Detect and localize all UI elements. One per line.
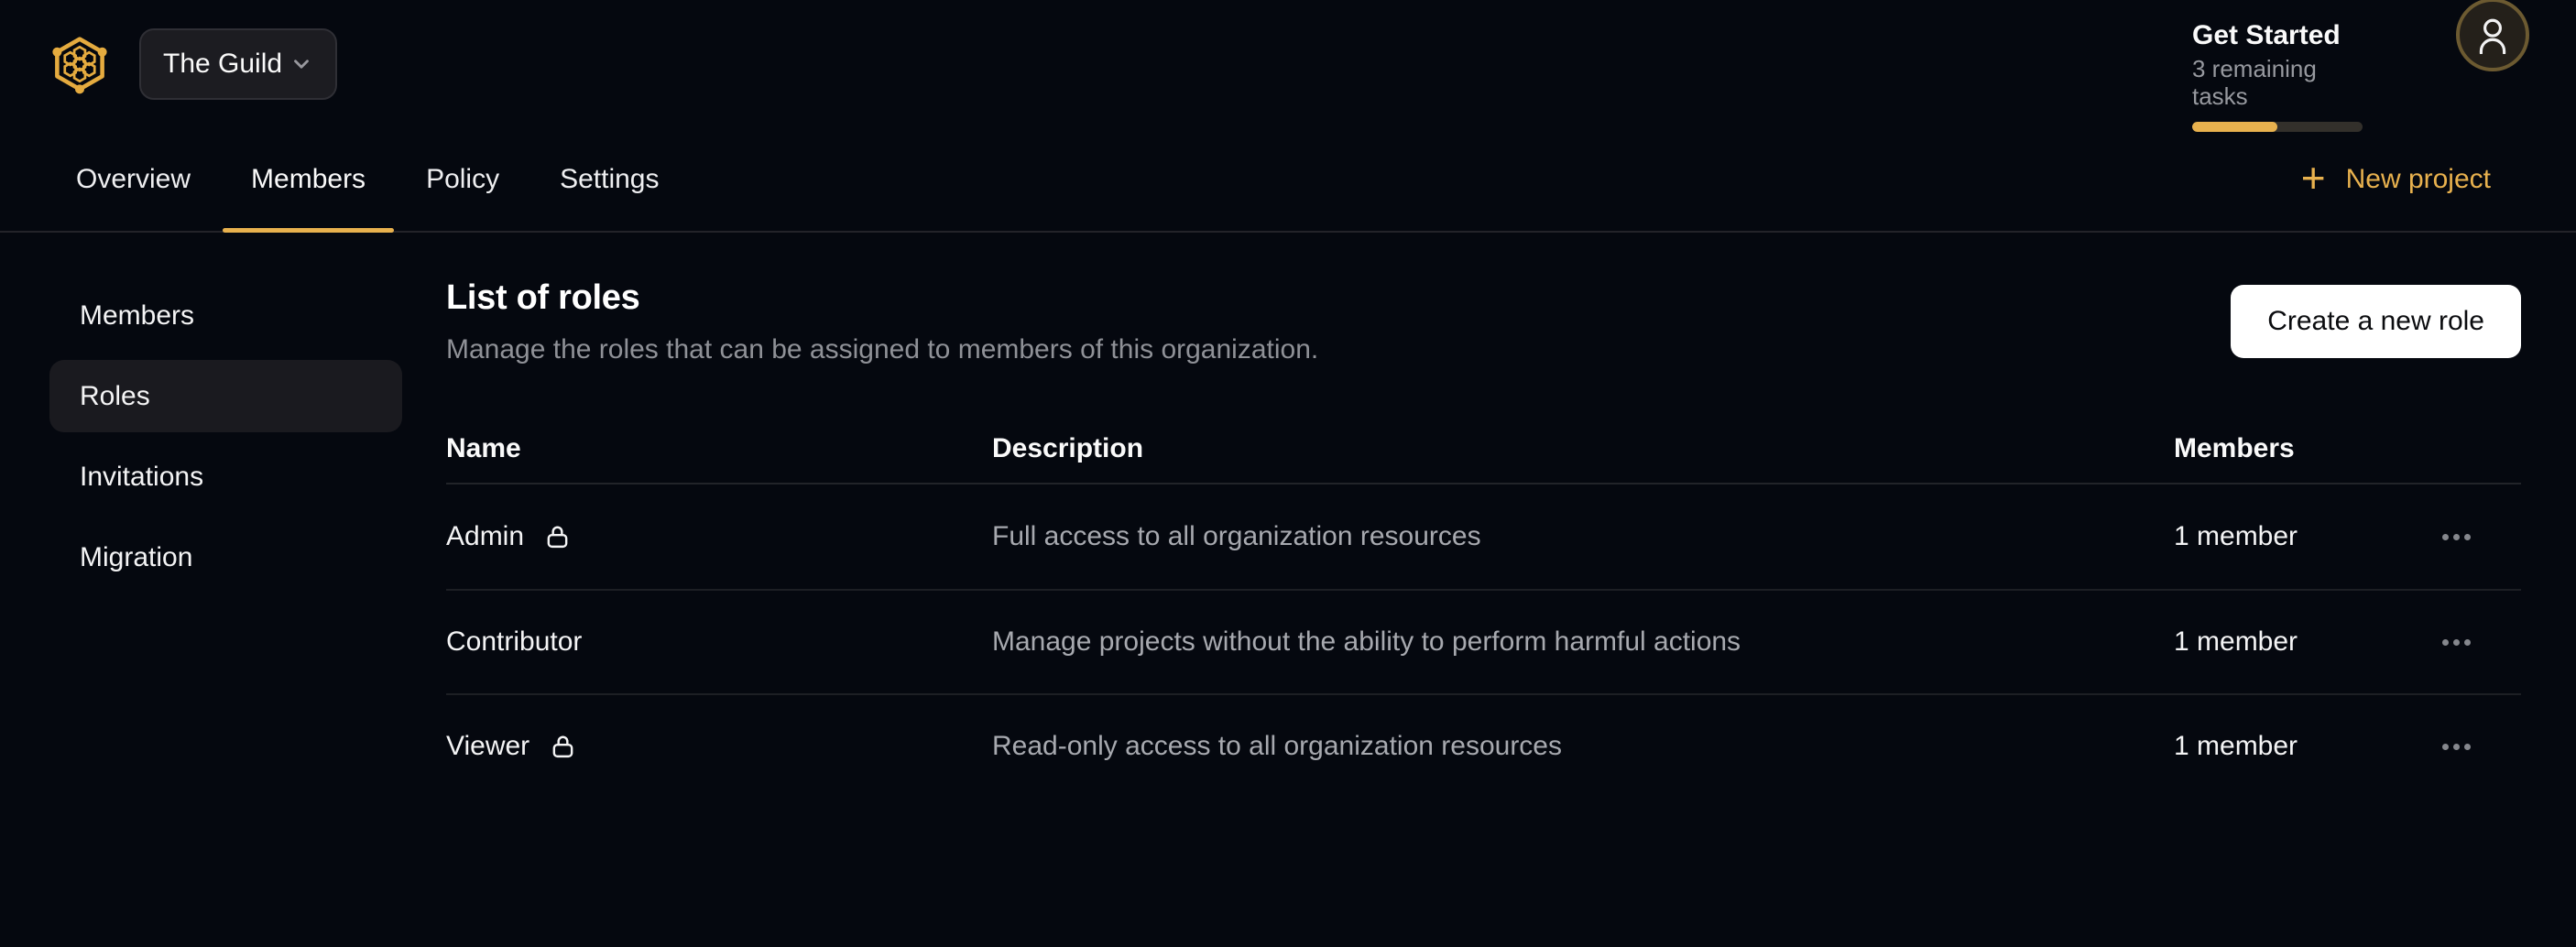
page-subtitle: Manage the roles that can be assigned to members of this organization.	[446, 334, 1319, 365]
role-name-cell	[446, 731, 992, 762]
role-description: Full access to all organization resources	[992, 521, 1481, 551]
sidebar-item[interactable]	[49, 360, 402, 432]
row-actions-menu-button[interactable]	[2437, 634, 2476, 651]
hive-logo-icon[interactable]	[51, 33, 108, 95]
new-project-label: New project	[2345, 164, 2491, 194]
plus-icon: +	[2300, 153, 2326, 201]
table-row	[446, 484, 2521, 589]
role-name: Contributor	[446, 626, 583, 657]
organization-name: The Guild	[163, 49, 283, 79]
role-actions-cell	[2394, 634, 2521, 651]
organization-selector[interactable]	[139, 28, 337, 100]
sidebar-item[interactable]	[49, 279, 402, 352]
tab-label: Members	[251, 164, 366, 194]
roles-table-body	[446, 484, 2521, 798]
header-right-group	[2192, 0, 2529, 132]
role-name-cell	[446, 521, 992, 552]
table-row	[446, 589, 2521, 693]
sidebar-item-label: Invitations	[80, 461, 204, 492]
column-header-name: Name	[446, 433, 521, 463]
roles-panel-header	[446, 278, 2521, 367]
org-tab[interactable]	[531, 128, 687, 231]
sidebar-item-label: Roles	[80, 380, 150, 411]
table-row	[446, 693, 2521, 798]
column-header-members: Members	[2174, 433, 2295, 463]
row-actions-menu-button[interactable]	[2437, 738, 2476, 756]
members-sidebar	[49, 279, 402, 602]
org-tab[interactable]	[398, 128, 528, 231]
column-header-description: Description	[992, 433, 1144, 463]
org-tab[interactable]	[223, 128, 394, 231]
top-header	[0, 0, 2576, 128]
get-started-title: Get Started	[2192, 20, 2341, 50]
roles-table	[446, 415, 2521, 798]
org-tabbar	[0, 128, 2576, 233]
role-name-cell	[446, 626, 992, 658]
get-started-widget[interactable]	[2192, 0, 2363, 132]
sidebar-item-label: Migration	[80, 541, 193, 572]
role-name: Admin	[446, 521, 525, 551]
row-actions-menu-button[interactable]	[2437, 528, 2476, 546]
org-tab[interactable]	[48, 128, 219, 231]
role-description: Read-only access to all organization resources	[992, 731, 1562, 761]
sidebar-item[interactable]	[49, 521, 402, 593]
role-members-count: 1 member	[2174, 626, 2298, 657]
role-members-count: 1 member	[2174, 731, 2298, 761]
page-title: List of roles	[446, 278, 640, 317]
role-members-count: 1 member	[2174, 521, 2298, 551]
tab-label: Policy	[426, 164, 500, 194]
role-actions-cell	[2394, 738, 2521, 756]
user-avatar-button[interactable]	[2456, 0, 2529, 71]
role-name: Viewer	[446, 731, 530, 761]
get-started-remaining-tasks: 3 remaining tasks	[2192, 55, 2317, 110]
sidebar-item[interactable]	[49, 441, 402, 513]
tab-label: Settings	[560, 164, 660, 194]
chevron-down-icon	[289, 52, 313, 76]
roles-panel	[446, 278, 2521, 798]
lock-icon	[550, 733, 576, 760]
role-description: Manage projects without the ability to perform harmful actions	[992, 626, 1741, 657]
new-project-button[interactable]	[2296, 128, 2496, 231]
user-icon	[2475, 16, 2510, 54]
roles-table-header	[446, 415, 2521, 484]
role-actions-cell	[2394, 528, 2521, 546]
sidebar-item-label: Members	[80, 299, 195, 331]
lock-icon	[544, 523, 571, 550]
create-role-button[interactable]: Create a new role	[2231, 285, 2521, 358]
tab-label: Overview	[76, 164, 191, 194]
